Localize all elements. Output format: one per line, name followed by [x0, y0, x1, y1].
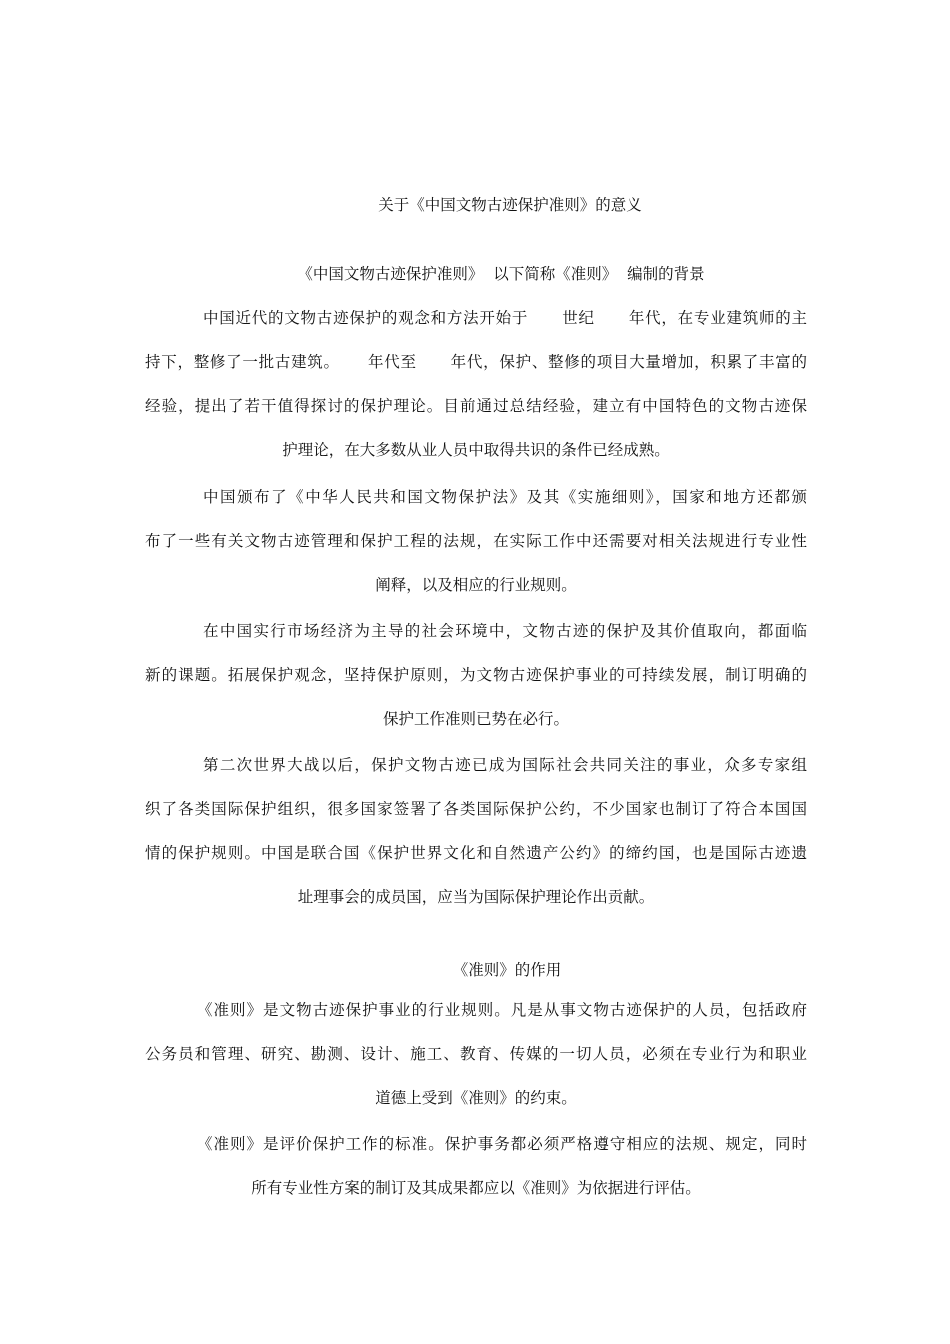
paragraph-line: 址理事会的成员国，应当为国际保护理论作出贡献。: [297, 888, 655, 906]
paragraph: [145, 296, 807, 472]
paragraph-line: 中国近代的文物古迹保护的观念和方法开始于 世纪 年代，在专业建筑师的主: [203, 309, 807, 327]
paragraph: [145, 743, 807, 919]
paragraph-line: 《准则》是评价保护工作的标准。保护事务都必须严格遵守相应的法规、规定，同时: [197, 1135, 807, 1153]
paragraph: [145, 475, 807, 607]
paragraph-line: 持下，整修了一批古建筑。 年代至 年代，保护、整修的项目大量增加，积累了丰富的: [145, 353, 807, 371]
paragraph: [145, 1122, 807, 1210]
paragraph-line: 公务员和管理、研究、勘测、设计、施工、教育、传媒的一切人员，必须在专业行为和职业: [145, 1045, 807, 1063]
paragraph-line: 在中国实行市场经济为主导的社会环境中，文物古迹的保护及其价值取向，都面临: [203, 622, 807, 640]
paragraph-line: 阐释，以及相应的行业规则。: [375, 576, 577, 594]
paragraph-line: 《准则》是文物古迹保护事业的行业规则。凡是从事文物古迹保护的人员，包括政府: [197, 1001, 807, 1019]
paragraph-line: 保护工作准则已势在必行。: [382, 710, 569, 728]
paragraph-line: 道德上受到《准则》的约束。: [375, 1089, 577, 1107]
paragraph-line: 新的课题。拓展保护观念，坚持保护原则，为文物古迹保护事业的可持续发展，制订明确的: [145, 666, 807, 684]
paragraph: [145, 988, 807, 1120]
paragraph-line: 情的保护规则。中国是联合国《保护世界文化和自然遗产公约》的缔约国，也是国际古迹遗: [145, 844, 807, 862]
paragraph-line: 护理论，在大多数从业人员中取得共识的条件已经成熟。: [282, 441, 670, 459]
page-title: 关于《中国文物古迹保护准则》的意义: [378, 196, 642, 214]
paragraph-line: 布了一些有关文物古迹管理和保护工程的法规，在实际工作中还需要对相关法规进行专业性: [145, 532, 807, 550]
paragraph-line: 中国颁布了《中华人民共和国文物保护法》及其《实施细则》，国家和地方还都颁: [203, 488, 807, 506]
paragraph-line: 织了各类国际保护组织，很多国家签署了各类国际保护公约，不少国家也制订了符合本国国: [145, 800, 807, 818]
paragraph-line: 所有专业性方案的制订及其成果都应以《准则》为依据进行评估。: [251, 1179, 701, 1197]
paragraph-line: 经验，提出了若干值得探讨的保护理论。目前通过总结经验，建立有中国特色的文物古迹保: [145, 397, 807, 415]
paragraph: [145, 609, 807, 741]
section-heading-background: 《中国文物古迹保护准则》 以下简称《准则》 编制的背景: [297, 265, 705, 283]
paragraph-line: 第二次世界大战以后，保护文物古迹已成为国际社会共同关注的事业，众多专家组: [203, 756, 807, 774]
section-heading-role: 《准则》的作用: [452, 961, 562, 979]
